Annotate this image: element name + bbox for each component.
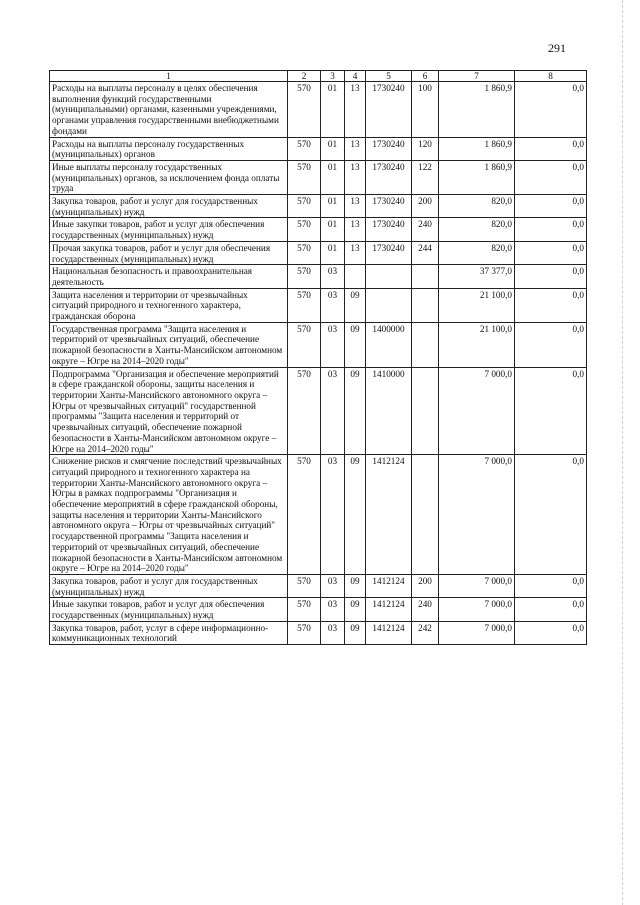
row-section: 01 [321, 195, 345, 218]
row-amount: 7 000,0 [439, 574, 515, 597]
row-amount-2: 0,0 [515, 455, 587, 575]
row-amount-2: 0,0 [515, 574, 587, 597]
row-expense-type: 200 [412, 574, 439, 597]
row-expense-type [412, 455, 439, 575]
row-expense-type [412, 288, 439, 322]
row-expense-type: 122 [412, 160, 439, 194]
row-section: 01 [321, 218, 345, 241]
row-expense-type [412, 322, 439, 367]
row-target-article: 1412124 [366, 598, 412, 621]
row-subsection: 09 [345, 621, 366, 644]
row-subsection [345, 265, 366, 288]
row-amount: 1 860,9 [439, 82, 515, 138]
row-name: Государственная программа "Защита населения и территорий от чрезвычайных ситуаций, обеспечение пожарной безопасности в Ханты-Мансийском автономном округе – Югре на 2014–2020 годы" [50, 322, 288, 367]
header-col-8: 8 [515, 71, 587, 82]
header-col-4: 4 [345, 71, 366, 82]
row-name: Национальная безопасность и правоохранительная деятельность [50, 265, 288, 288]
row-name: Расходы на выплаты персоналу в целях обеспечения выполнения функций государственными (муниципальными) органами, казенными учреждениями, органами управления государственными внебюджетными фондами [50, 82, 288, 138]
row-name: Закупка товаров, работ, услуг в сфере информационно-коммуникационных технологий [50, 621, 288, 644]
row-section: 01 [321, 137, 345, 160]
row-section: 03 [321, 265, 345, 288]
row-amount-2: 0,0 [515, 137, 587, 160]
row-section: 01 [321, 160, 345, 194]
row-amount-2: 0,0 [515, 598, 587, 621]
row-expense-type: 200 [412, 195, 439, 218]
row-subsection: 09 [345, 574, 366, 597]
row-amount: 7 000,0 [439, 367, 515, 455]
row-amount: 820,0 [439, 195, 515, 218]
header-col-7: 7 [439, 71, 515, 82]
table-row [50, 367, 587, 455]
row-amount-2: 0,0 [515, 322, 587, 367]
row-section: 03 [321, 574, 345, 597]
row-subsection: 13 [345, 218, 366, 241]
row-name: Подпрограмма "Организация и обеспечение мероприятий в сфере гражданской обороны, защиты населения и территории Ханты-Мансийского автономного округа – Югры от чрезвычайных ситуаций" государственной программы "Защита населения и территорий от чрезвычайных ситуаций, обеспечение пожарной безопасности в Ханты-Мансийском автономном округе – Югре на 2014–2020 годы" [50, 367, 288, 455]
row-target-article [366, 288, 412, 322]
row-ministry-code: 570 [288, 455, 321, 575]
table-row [50, 598, 587, 621]
row-target-article: 1730240 [366, 195, 412, 218]
table-row [50, 322, 587, 367]
table-row [50, 455, 587, 575]
table-header-row [50, 71, 587, 82]
row-target-article: 1412124 [366, 621, 412, 644]
row-target-article: 1730240 [366, 218, 412, 241]
row-subsection: 13 [345, 137, 366, 160]
row-ministry-code: 570 [288, 621, 321, 644]
row-subsection: 13 [345, 82, 366, 138]
row-amount: 21 100,0 [439, 322, 515, 367]
row-target-article: 1730240 [366, 137, 412, 160]
row-section: 03 [321, 367, 345, 455]
row-name: Закупка товаров, работ и услуг для государственных (муниципальных) нужд [50, 574, 288, 597]
header-col-6: 6 [412, 71, 439, 82]
row-target-article: 1410000 [366, 367, 412, 455]
row-target-article: 1412124 [366, 455, 412, 575]
row-name: Закупка товаров, работ и услуг для государственных (муниципальных) нужд [50, 195, 288, 218]
row-amount-2: 0,0 [515, 82, 587, 138]
row-section: 03 [321, 288, 345, 322]
table-row [50, 621, 587, 644]
row-amount-2: 0,0 [515, 241, 587, 264]
row-ministry-code: 570 [288, 322, 321, 367]
row-subsection: 09 [345, 322, 366, 367]
row-name: Иные закупки товаров, работ и услуг для обеспечения государственных (муниципальных) нужд [50, 598, 288, 621]
row-ministry-code: 570 [288, 241, 321, 264]
row-section: 01 [321, 241, 345, 264]
row-amount: 7 000,0 [439, 598, 515, 621]
row-amount-2: 0,0 [515, 621, 587, 644]
table-body [50, 82, 587, 645]
table-row [50, 241, 587, 264]
row-ministry-code: 570 [288, 195, 321, 218]
row-subsection: 09 [345, 598, 366, 621]
table-row [50, 195, 587, 218]
row-ministry-code: 570 [288, 160, 321, 194]
row-ministry-code: 570 [288, 598, 321, 621]
header-col-2: 2 [288, 71, 321, 82]
row-ministry-code: 570 [288, 367, 321, 455]
row-name: Снижение рисков и смягчение последствий чрезвычайных ситуаций природного и техногенного характера на территории Ханты-Мансийского автономного округа – Югры в рамках подпрограммы "Организация и обеспечение мероприятий в сфере гражданской обороны, защиты населения и территории Ханты-Мансийского автономного округа – Югры от чрезвычайных ситуаций" государственной программы "Защита населения и территорий от чрезвычайных ситуаций, обеспечение пожарной безопасности в Ханты-Мансийском автономном округе – Югре на 2014–2020 годы" [50, 455, 288, 575]
row-name: Расходы на выплаты персоналу государственных (муниципальных) органов [50, 137, 288, 160]
row-section: 03 [321, 322, 345, 367]
row-ministry-code: 570 [288, 265, 321, 288]
row-name: Прочая закупка товаров, работ и услуг для обеспечения государственных (муниципальных) нужд [50, 241, 288, 264]
row-amount: 820,0 [439, 241, 515, 264]
row-expense-type: 100 [412, 82, 439, 138]
row-amount: 1 860,9 [439, 137, 515, 160]
row-target-article: 1412124 [366, 574, 412, 597]
table-row [50, 265, 587, 288]
row-amount: 7 000,0 [439, 621, 515, 644]
row-expense-type: 240 [412, 598, 439, 621]
table-row [50, 160, 587, 194]
row-amount: 820,0 [439, 218, 515, 241]
row-expense-type [412, 265, 439, 288]
row-name: Защита населения и территории от чрезвычайных ситуаций природного и техногенного характера, гражданская оборона [50, 288, 288, 322]
row-ministry-code: 570 [288, 137, 321, 160]
row-expense-type [412, 367, 439, 455]
row-amount: 21 100,0 [439, 288, 515, 322]
row-ministry-code: 570 [288, 218, 321, 241]
row-amount-2: 0,0 [515, 218, 587, 241]
table-row [50, 137, 587, 160]
row-ministry-code: 570 [288, 82, 321, 138]
row-subsection: 09 [345, 288, 366, 322]
row-expense-type: 120 [412, 137, 439, 160]
row-amount-2: 0,0 [515, 265, 587, 288]
table-row [50, 574, 587, 597]
row-name: Иные закупки товаров, работ и услуг для обеспечения государственных (муниципальных) нужд [50, 218, 288, 241]
row-subsection: 09 [345, 367, 366, 455]
budget-table [49, 70, 587, 645]
row-subsection: 13 [345, 195, 366, 218]
row-amount-2: 0,0 [515, 367, 587, 455]
row-amount: 7 000,0 [439, 455, 515, 575]
row-expense-type: 240 [412, 218, 439, 241]
page-number: 291 [548, 41, 566, 55]
row-amount-2: 0,0 [515, 160, 587, 194]
row-section: 03 [321, 598, 345, 621]
row-subsection: 09 [345, 455, 366, 575]
row-section: 03 [321, 621, 345, 644]
row-expense-type: 242 [412, 621, 439, 644]
table-row [50, 218, 587, 241]
row-target-article: 1730240 [366, 82, 412, 138]
header-col-5: 5 [366, 71, 412, 82]
page-edge-line [622, 0, 624, 905]
row-amount-2: 0,0 [515, 288, 587, 322]
row-section: 03 [321, 455, 345, 575]
row-ministry-code: 570 [288, 288, 321, 322]
header-col-3: 3 [321, 71, 345, 82]
row-subsection: 13 [345, 160, 366, 194]
table-row [50, 82, 587, 138]
row-name: Иные выплаты персоналу государственных (муниципальных) органов, за исключением фонда оплаты труда [50, 160, 288, 194]
row-section: 01 [321, 82, 345, 138]
row-target-article: 1400000 [366, 322, 412, 367]
header-col-1: 1 [50, 71, 288, 82]
row-amount-2: 0,0 [515, 195, 587, 218]
row-target-article: 1730240 [366, 160, 412, 194]
row-subsection: 13 [345, 241, 366, 264]
row-target-article [366, 265, 412, 288]
row-expense-type: 244 [412, 241, 439, 264]
row-amount: 37 377,0 [439, 265, 515, 288]
row-ministry-code: 570 [288, 574, 321, 597]
table-row [50, 288, 587, 322]
row-amount: 1 860,9 [439, 160, 515, 194]
row-target-article: 1730240 [366, 241, 412, 264]
